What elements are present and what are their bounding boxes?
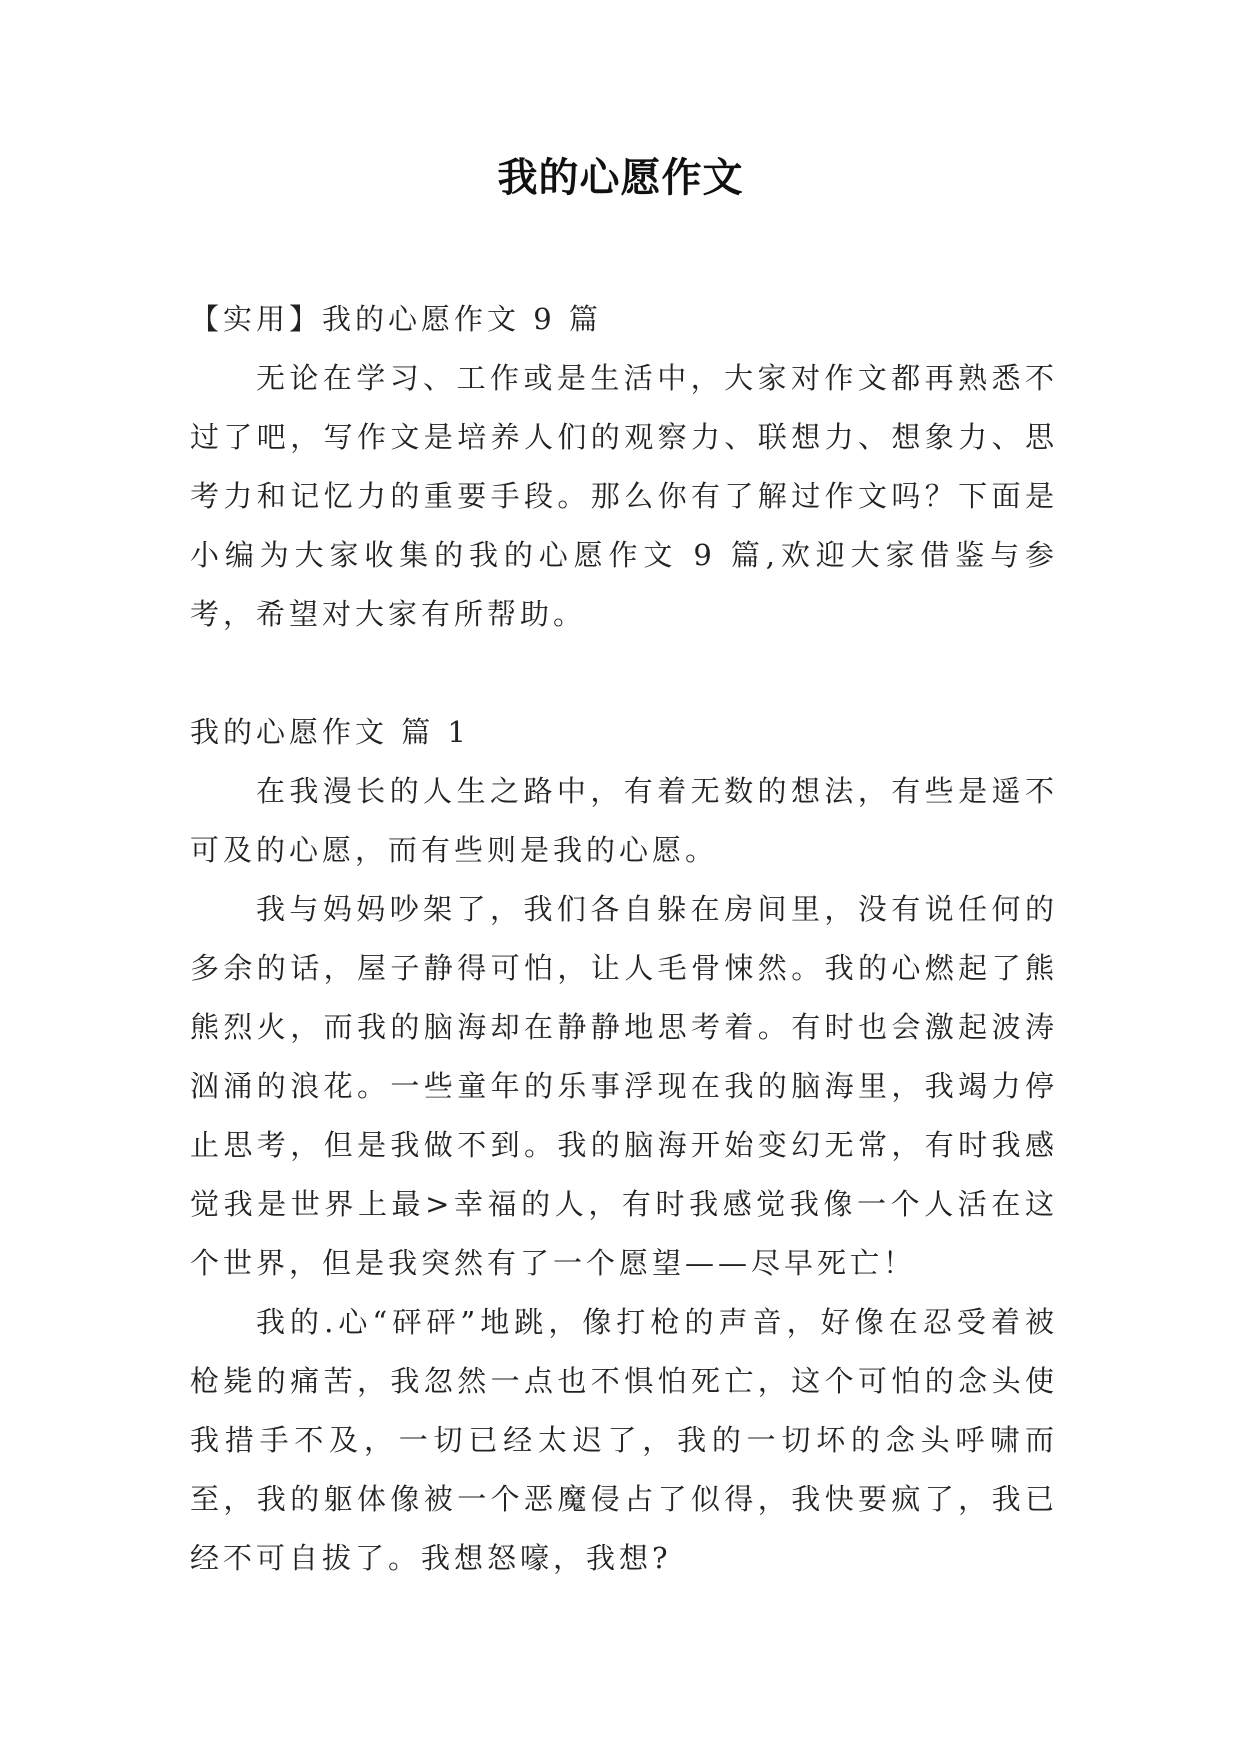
essay-paragraph: 我的.心“砰砰”地跳，像打枪的声音，好像在忍受着被枪毙的痛苦，我忽然一点也不惧怕死亡，这个可怕的念头使我措手不及，一切已经太迟了，我的一切坏的念头呼啸而至，我的躯体像被一个恶魔侵占了似得，我快要疯了，我已经不可自拔了。我想怒嚎，我想? — [190, 1305, 1058, 1575]
document-body — [190, 290, 1058, 1588]
document-title: 我的心愿作文 — [497, 154, 744, 201]
section-heading: 我的心愿作文 篇 1 — [190, 715, 470, 749]
essay-paragraph: 在我漫长的人生之路中，有着无数的想法，有些是遥不可及的心愿，而有些则是我的心愿。 — [190, 774, 1058, 867]
document-subtitle: 【实用】我的心愿作文 9 篇 — [190, 302, 602, 336]
section-spacer — [190, 644, 1058, 703]
intro-paragraph: 无论在学习、工作或是生活中，大家对作文都再熟悉不过了吧，写作文是培养人们的观察力、联想力、想象力、思考力和记忆力的重要手段。那么你有了解过作文吗？下面是小编为大家收集的我的心愿作文 9 篇,欢迎大家借鉴与参考，希望对大家有所帮助。 — [190, 361, 1058, 631]
essay-paragraph: 我与妈妈吵架了，我们各自躲在房间里，没有说任何的多余的话，屋子静得可怕，让人毛骨悚然。我的心燃起了熊熊烈火，而我的脑海却在静静地思考着。有时也会激起波涛汹涌的浪花。一些童年的乐事浮现在我的脑海里，我竭力停止思考，但是我做不到。我的脑海开始变幻无常，有时我感觉我是世界上最>幸福的人，有时我感觉我像一个人活在这个世界，但是我突然有了一个愿望——尽早死亡！ — [190, 892, 1058, 1280]
